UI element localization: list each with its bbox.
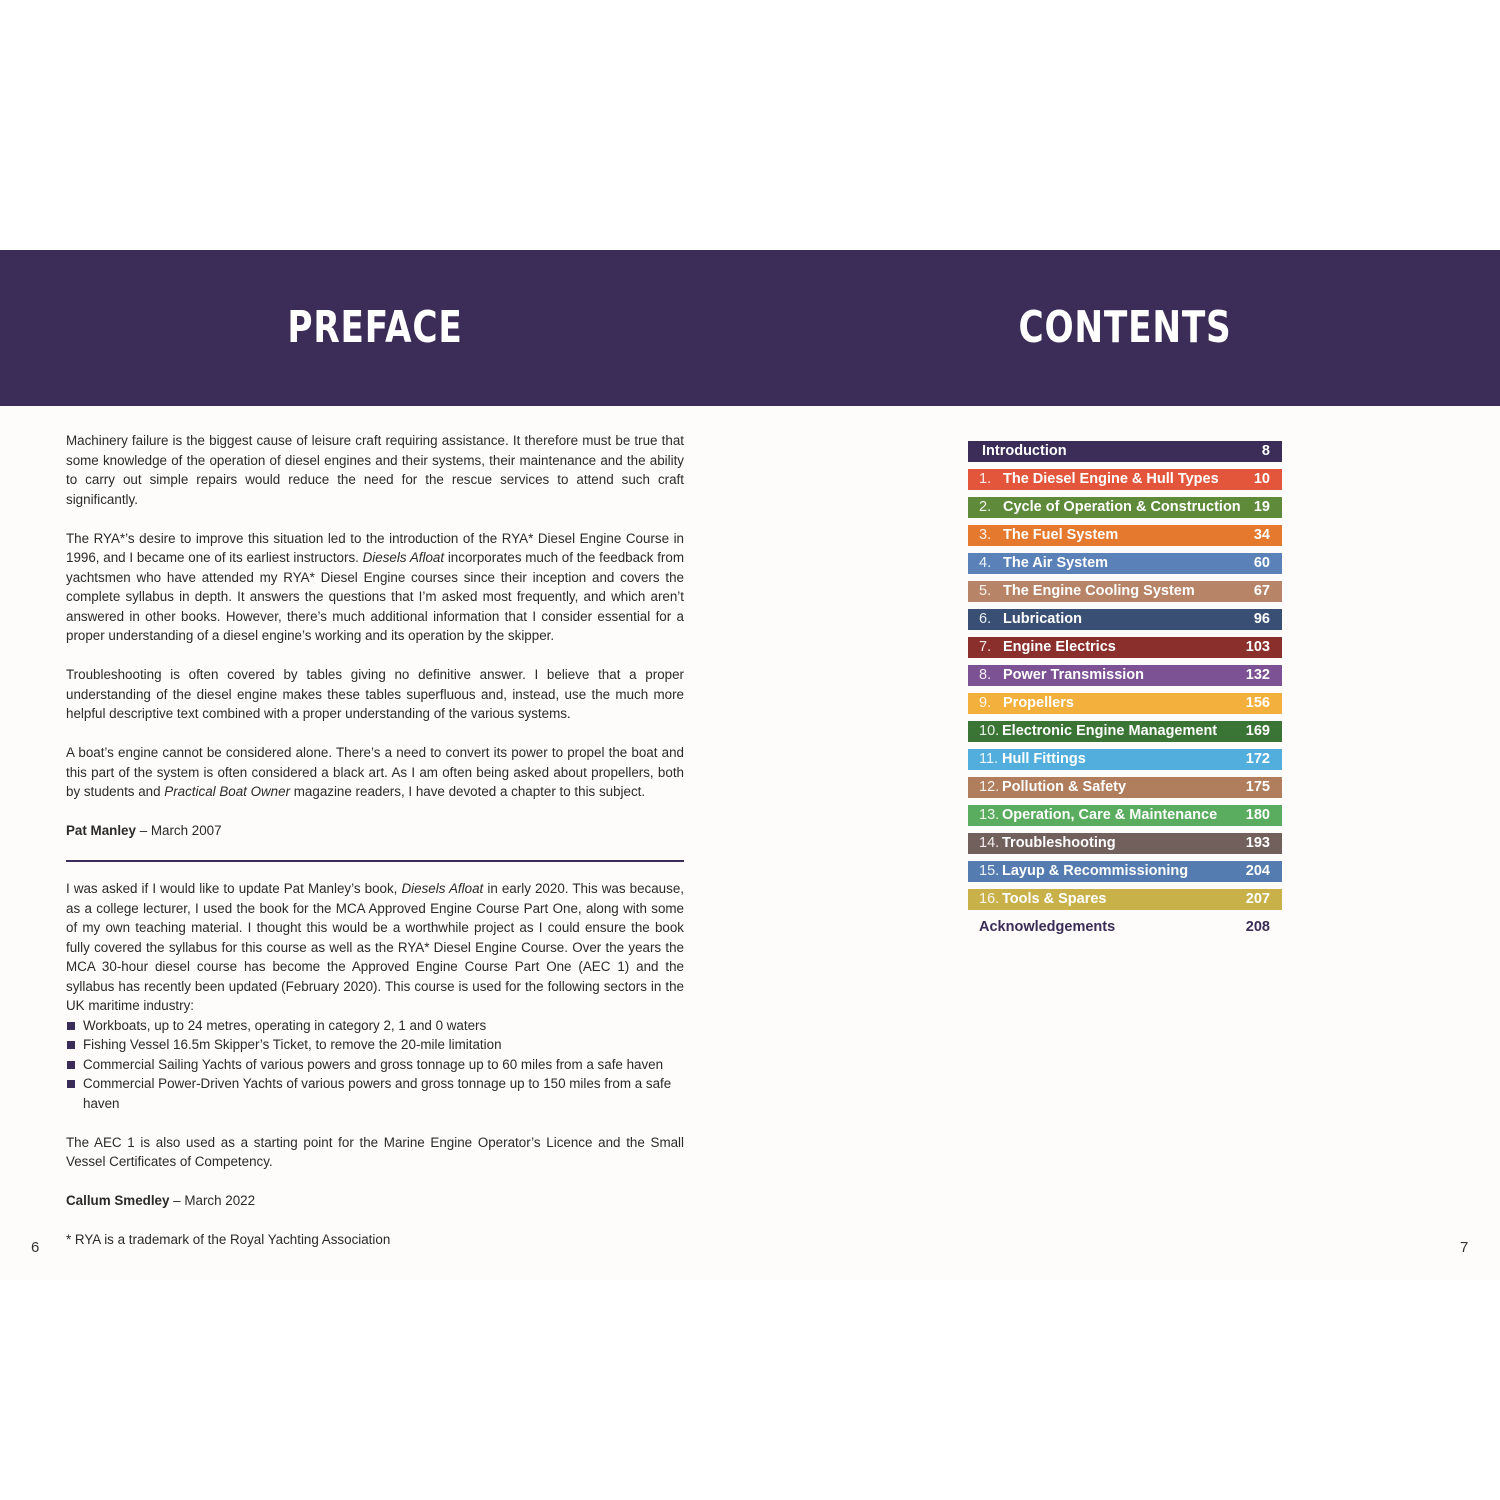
contents-item[interactable]	[968, 777, 1282, 798]
chapter-number: 11.	[979, 751, 999, 767]
chapter-number: 16.	[979, 891, 1000, 907]
footnote: * RYA is a trademark of the Royal Yachting Association	[66, 1232, 391, 1247]
chapter-title: Troubleshooting	[1002, 835, 1116, 851]
contents-item[interactable]	[968, 889, 1282, 910]
chapter-page-number: 204	[1245, 863, 1270, 879]
chapter-title: Power Transmission	[1003, 667, 1145, 683]
chapter-title: Lubrication	[1003, 611, 1082, 627]
preface-paragraph	[66, 743, 684, 802]
chapter-page-number: 96	[1253, 611, 1270, 627]
chapter-number: 4.	[979, 555, 992, 571]
list-item	[66, 1055, 684, 1075]
paragraph-text: in early 2020. This was because, as a college lecturer, I used the book for the MCA Approved Engine Course Part One, along with some of my own teaching material. I thought this would be a worthwhile project as I could ensure the book fully covered the syllabus for this course as well as the RYA* Diesel Engine Course. Over the years the MCA 30-hour diesel course has become the Approved Engine Course Part One (AEC 1) and the syllabus has recently been updated (February 2020). This course is used for the following sectors in the UK maritime industry:	[66, 881, 684, 1013]
list-item-text: Commercial Power-Driven Yachts of various powers and gross tonnage up to 150 miles from a safe haven	[83, 1076, 672, 1111]
chapter-title: Tools & Spares	[1002, 891, 1107, 907]
contents-item[interactable]	[968, 441, 1282, 462]
chapter-title: Propellers	[1003, 695, 1074, 711]
chapter-title: Electronic Engine Management	[1002, 723, 1218, 739]
header-banner	[0, 250, 1500, 406]
chapter-title: Cycle of Operation & Construction	[1003, 499, 1241, 515]
book-title-italic: Diesels Afloat	[362, 550, 445, 565]
chapter-title: Hull Fittings	[1002, 751, 1086, 767]
chapter-number: 3.	[979, 527, 992, 543]
list-item	[66, 1016, 684, 1036]
paragraph-text: The AEC 1 is also used as a starting point for the Marine Engine Operator’s Licence and the Small Vessel Certificates of Competency.	[66, 1134, 684, 1169]
paragraph-text: The RYA*’s desire to improve this situation led to the introduction of the RYA* Diesel Engine Course in 1996, and I became one of its earliest instructors.	[66, 530, 684, 565]
book-spread	[0, 250, 1500, 1280]
preface-paragraph	[66, 665, 684, 724]
list-item	[66, 1035, 684, 1055]
chapter-page-number: 208	[1245, 919, 1270, 935]
chapter-number: 14.	[979, 835, 1000, 851]
contents-item[interactable]	[968, 637, 1282, 658]
chapter-number: 15.	[979, 863, 1000, 879]
book-title-italic: Diesels Afloat	[401, 881, 484, 896]
chapter-title: The Engine Cooling System	[1003, 583, 1195, 599]
chapter-page-number: 60	[1253, 555, 1270, 571]
author-name: Pat Manley	[66, 823, 136, 838]
section-divider	[66, 860, 684, 862]
contents-item[interactable]	[968, 721, 1282, 742]
contents-item[interactable]	[968, 469, 1282, 490]
chapter-page-number: 8	[1261, 443, 1270, 459]
bullet-square-icon	[67, 1061, 75, 1069]
chapter-number: 8.	[979, 667, 992, 683]
chapter-page-number: 10	[1253, 471, 1270, 487]
chapter-title: Introduction	[982, 443, 1067, 459]
chapter-page-number: 19	[1253, 499, 1270, 515]
chapter-title: Acknowledgements	[979, 919, 1116, 935]
chapter-number: 2.	[979, 499, 992, 515]
paragraph-text: I was asked if I would like to update Pat Manley’s book,	[66, 881, 402, 896]
chapter-number: 1.	[979, 471, 992, 487]
chapter-number: 13.	[979, 807, 1000, 823]
author-name: Callum Smedley	[66, 1193, 170, 1208]
preface-body	[66, 431, 684, 1250]
chapter-title: The Diesel Engine & Hull Types	[1003, 471, 1219, 487]
chapter-page-number: 172	[1245, 751, 1270, 767]
signature-callum-smedley	[66, 1191, 684, 1211]
chapter-number: 12.	[979, 779, 1000, 795]
chapter-page-number: 180	[1245, 807, 1270, 823]
contents-item[interactable]	[968, 525, 1282, 546]
bullet-square-icon	[67, 1080, 75, 1088]
chapter-title: Layup & Recommissioning	[1002, 863, 1189, 879]
list-item-text: Commercial Sailing Yachts of various powers and gross tonnage up to 60 miles from a safe haven	[83, 1056, 664, 1072]
chapter-page-number: 169	[1245, 723, 1270, 739]
chapter-number: 6.	[979, 611, 992, 627]
contents-item[interactable]	[968, 861, 1282, 882]
paragraph-text: Machinery failure is the biggest cause of leisure craft requiring assistance. It therefore must be true that some knowledge of the operation of diesel engines and their systems, their maintenance and the ability to carry out simple repairs would reduce the need for the rescue services to attend such craft significantly.	[66, 433, 684, 507]
signature-date: – March 2007	[135, 823, 222, 838]
chapter-page-number: 34	[1253, 527, 1270, 543]
chapter-page-number: 207	[1245, 891, 1270, 907]
chapter-page-number: 193	[1245, 835, 1270, 851]
preface-paragraph	[66, 1133, 684, 1172]
page-number-right: 7	[1460, 1239, 1469, 1256]
chapter-page-number: 156	[1245, 695, 1270, 711]
contents-item[interactable]	[968, 833, 1282, 854]
chapter-title: Engine Electrics	[1003, 639, 1116, 655]
list-item-text: Fishing Vessel 16.5m Skipper’s Ticket, to remove the 20-mile limitation	[83, 1037, 502, 1052]
chapter-number: 5.	[979, 583, 992, 599]
preface-paragraph	[66, 879, 684, 1016]
contents-item[interactable]	[968, 665, 1282, 686]
contents-item[interactable]	[968, 497, 1282, 518]
chapter-title: Pollution & Safety	[1002, 779, 1127, 795]
chapter-title: Operation, Care & Maintenance	[1002, 807, 1218, 823]
list-item-text: Workboats, up to 24 metres, operating in category 2, 1 and 0 waters	[83, 1017, 487, 1033]
contents-item[interactable]	[968, 693, 1282, 714]
signature-date: – March 2022	[169, 1193, 256, 1208]
contents-list	[968, 441, 1282, 945]
bullet-square-icon	[67, 1041, 75, 1049]
chapter-page-number: 67	[1253, 583, 1270, 599]
chapter-number: 7.	[979, 639, 992, 655]
chapter-title: The Fuel System	[1003, 527, 1119, 543]
contents-item[interactable]	[968, 553, 1282, 574]
paragraph-text: A boat’s engine cannot be considered alone. There’s a need to convert its power to propel the boat and this part of the system is often considered a black art. As I am often being asked about propellers, both by students and	[66, 745, 684, 799]
paragraph-text: magazine readers, I have devoted a chapter to this subject.	[290, 784, 646, 799]
preface-paragraph	[66, 431, 684, 509]
chapter-title: The Air System	[1003, 555, 1109, 571]
magazine-title-italic: Practical Boat Owner	[164, 784, 291, 799]
chapter-number: 10.	[979, 723, 1000, 739]
sector-list	[66, 1016, 684, 1114]
bullet-square-icon	[67, 1022, 75, 1030]
page-number-left: 6	[31, 1239, 40, 1256]
preface-paragraph	[66, 529, 684, 646]
contents-heading: CONTENTS	[1018, 302, 1232, 353]
contents-item[interactable]	[968, 805, 1282, 826]
chapter-number: 9.	[979, 695, 992, 711]
chapter-page-number: 132	[1245, 667, 1270, 683]
chapter-page-number: 103	[1245, 639, 1270, 655]
paragraph-text: incorporates much of the feedback from yachtsmen who have attended my RYA* Diesel Engine courses since their inception and covers the complete syllabus in depth. It answers the questions that I’m asked most frequently, and which aren’t answered in other books. However, there’s much additional information that I consider essential for a proper understanding of a diesel engine’s working and its operation by the skipper.	[66, 550, 684, 643]
list-item	[66, 1074, 684, 1113]
paragraph-text: Troubleshooting is often covered by tables giving no definitive answer. I believe that a proper understanding of the diesel engine makes these tables superfluous and, instead, use the much more helpful descriptive text combined with a proper understanding of the various systems.	[66, 667, 684, 721]
contents-item[interactable]	[968, 609, 1282, 630]
contents-item[interactable]	[968, 581, 1282, 602]
preface-heading: PREFACE	[287, 302, 463, 353]
contents-item[interactable]	[968, 749, 1282, 770]
contents-item-acknowledgements[interactable]	[968, 917, 1282, 938]
chapter-page-number: 175	[1245, 779, 1270, 795]
signature-pat-manley	[66, 821, 684, 841]
